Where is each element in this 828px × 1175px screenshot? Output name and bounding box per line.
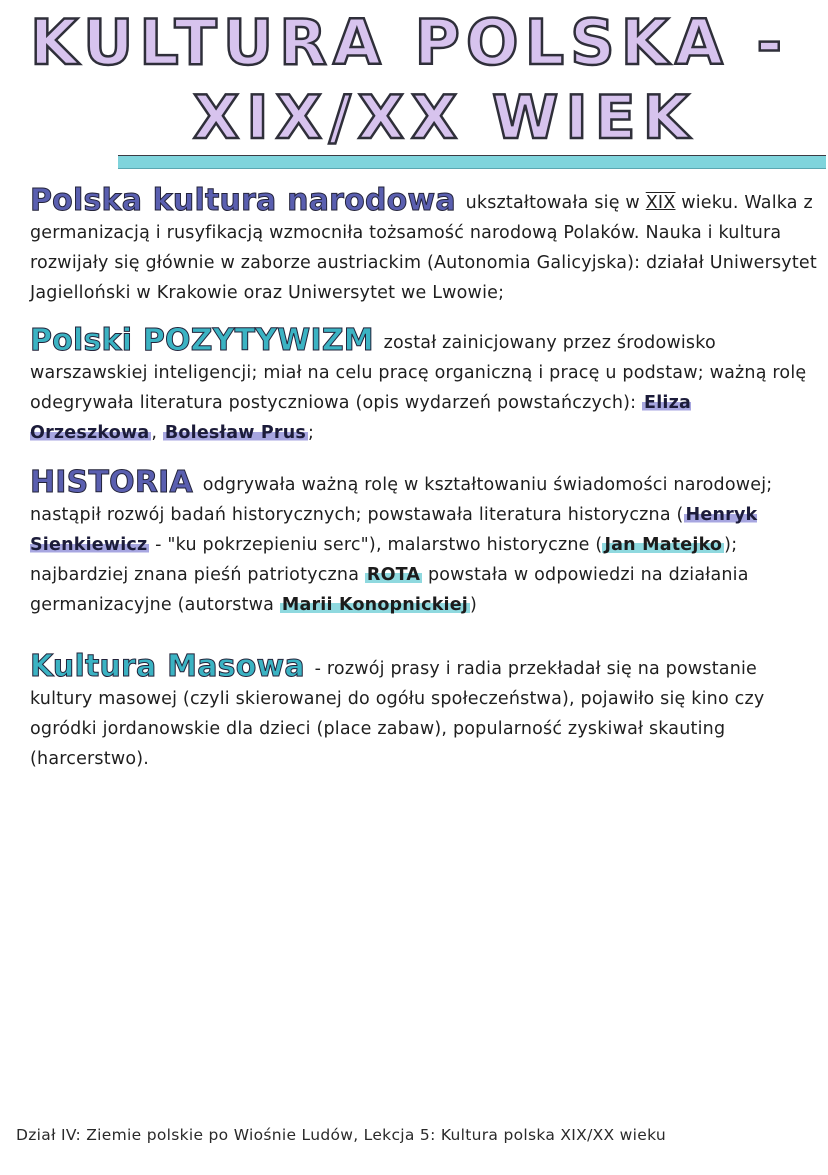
page-title-line-1: KULTURA POLSKA - bbox=[30, 6, 789, 79]
page-title-line-2: XIX/XX WIEK bbox=[193, 83, 697, 153]
section-heading: Kultura Masowa bbox=[30, 649, 305, 684]
body-text: - rozwój prasy i radia przekładał się na powstanie kultury masowej (czyli skierowanej do ogółu społeczeństwa), pojawiło się kino czy ogródki jordanowskie dla dzieci (place zabaw), popularność zyskiwał skauting (harcerstwo). bbox=[30, 659, 765, 769]
section-heading: HISTORIA bbox=[30, 465, 193, 500]
highlighted-name: Marii Konopnickiej bbox=[281, 595, 469, 615]
body-text: ukształtowała się w bbox=[459, 193, 646, 213]
highlighted-name: Bolesław Prus bbox=[164, 423, 307, 443]
body-text: wieku. Walka z germanizacją i rusyfikacją wzmocniła tożsamość narodową Polaków. Nauka i kultura rozwijały się głównie w zaborze austriackim (Autonomia Galicyjska): działał Uniwersytet Jagielloński w Krakowie oraz Uniwersytet we Lwowie; bbox=[30, 193, 817, 303]
body-text: został zainicjowany przez środowisko warszawskiej inteligencji; miał na celu pracę organiczną i pracę u podstaw; ważną rolę odegrywała literatura postyczniowa (opis wydarzeń powstańczych): bbox=[30, 333, 807, 413]
body-text: odgrywała ważną rolę w kształtowaniu świadomości narodowej; nastąpił rozwój badań historycznych; powstawała literatura historyczna ( bbox=[30, 475, 773, 525]
section-kultura-masowa bbox=[30, 649, 820, 774]
body-text: ) bbox=[470, 595, 478, 615]
highlighted-song: ROTA bbox=[366, 565, 421, 585]
title-underline bbox=[118, 155, 826, 169]
section-paragraph bbox=[30, 649, 820, 774]
section-pozytywizm bbox=[30, 323, 820, 448]
body-text: ); najbardziej znana pieśń patriotyczna bbox=[30, 535, 738, 585]
body-text: , bbox=[151, 423, 163, 443]
section-paragraph bbox=[30, 323, 820, 448]
section-heading: Polski POZYTYWIZM bbox=[30, 323, 374, 358]
section-heading: Polska kultura narodowa bbox=[30, 183, 456, 218]
century-text: XIX bbox=[645, 193, 676, 213]
highlighted-name: Jan Matejko bbox=[604, 535, 723, 555]
body-text: - "ku pokrzepieniu serc"), malarstwo historyczne ( bbox=[149, 535, 603, 555]
highlighted-name: Henryk Sienkiewicz bbox=[30, 505, 758, 555]
section-paragraph bbox=[30, 465, 820, 620]
body-text: powstała w odpowiedzi na działania germanizacyjne (autorstwa bbox=[30, 565, 749, 615]
page-footer: Dział IV: Ziemie polskie po Wiośnie Ludów, Lekcja 5: Kultura polska XIX/XX wieku bbox=[16, 1126, 667, 1144]
section-polska-kultura-narodowa bbox=[30, 183, 820, 308]
highlighted-name: Eliza Orzeszkowa bbox=[30, 393, 691, 443]
section-historia bbox=[30, 465, 820, 620]
section-paragraph bbox=[30, 183, 820, 308]
body-text: ; bbox=[308, 423, 315, 443]
